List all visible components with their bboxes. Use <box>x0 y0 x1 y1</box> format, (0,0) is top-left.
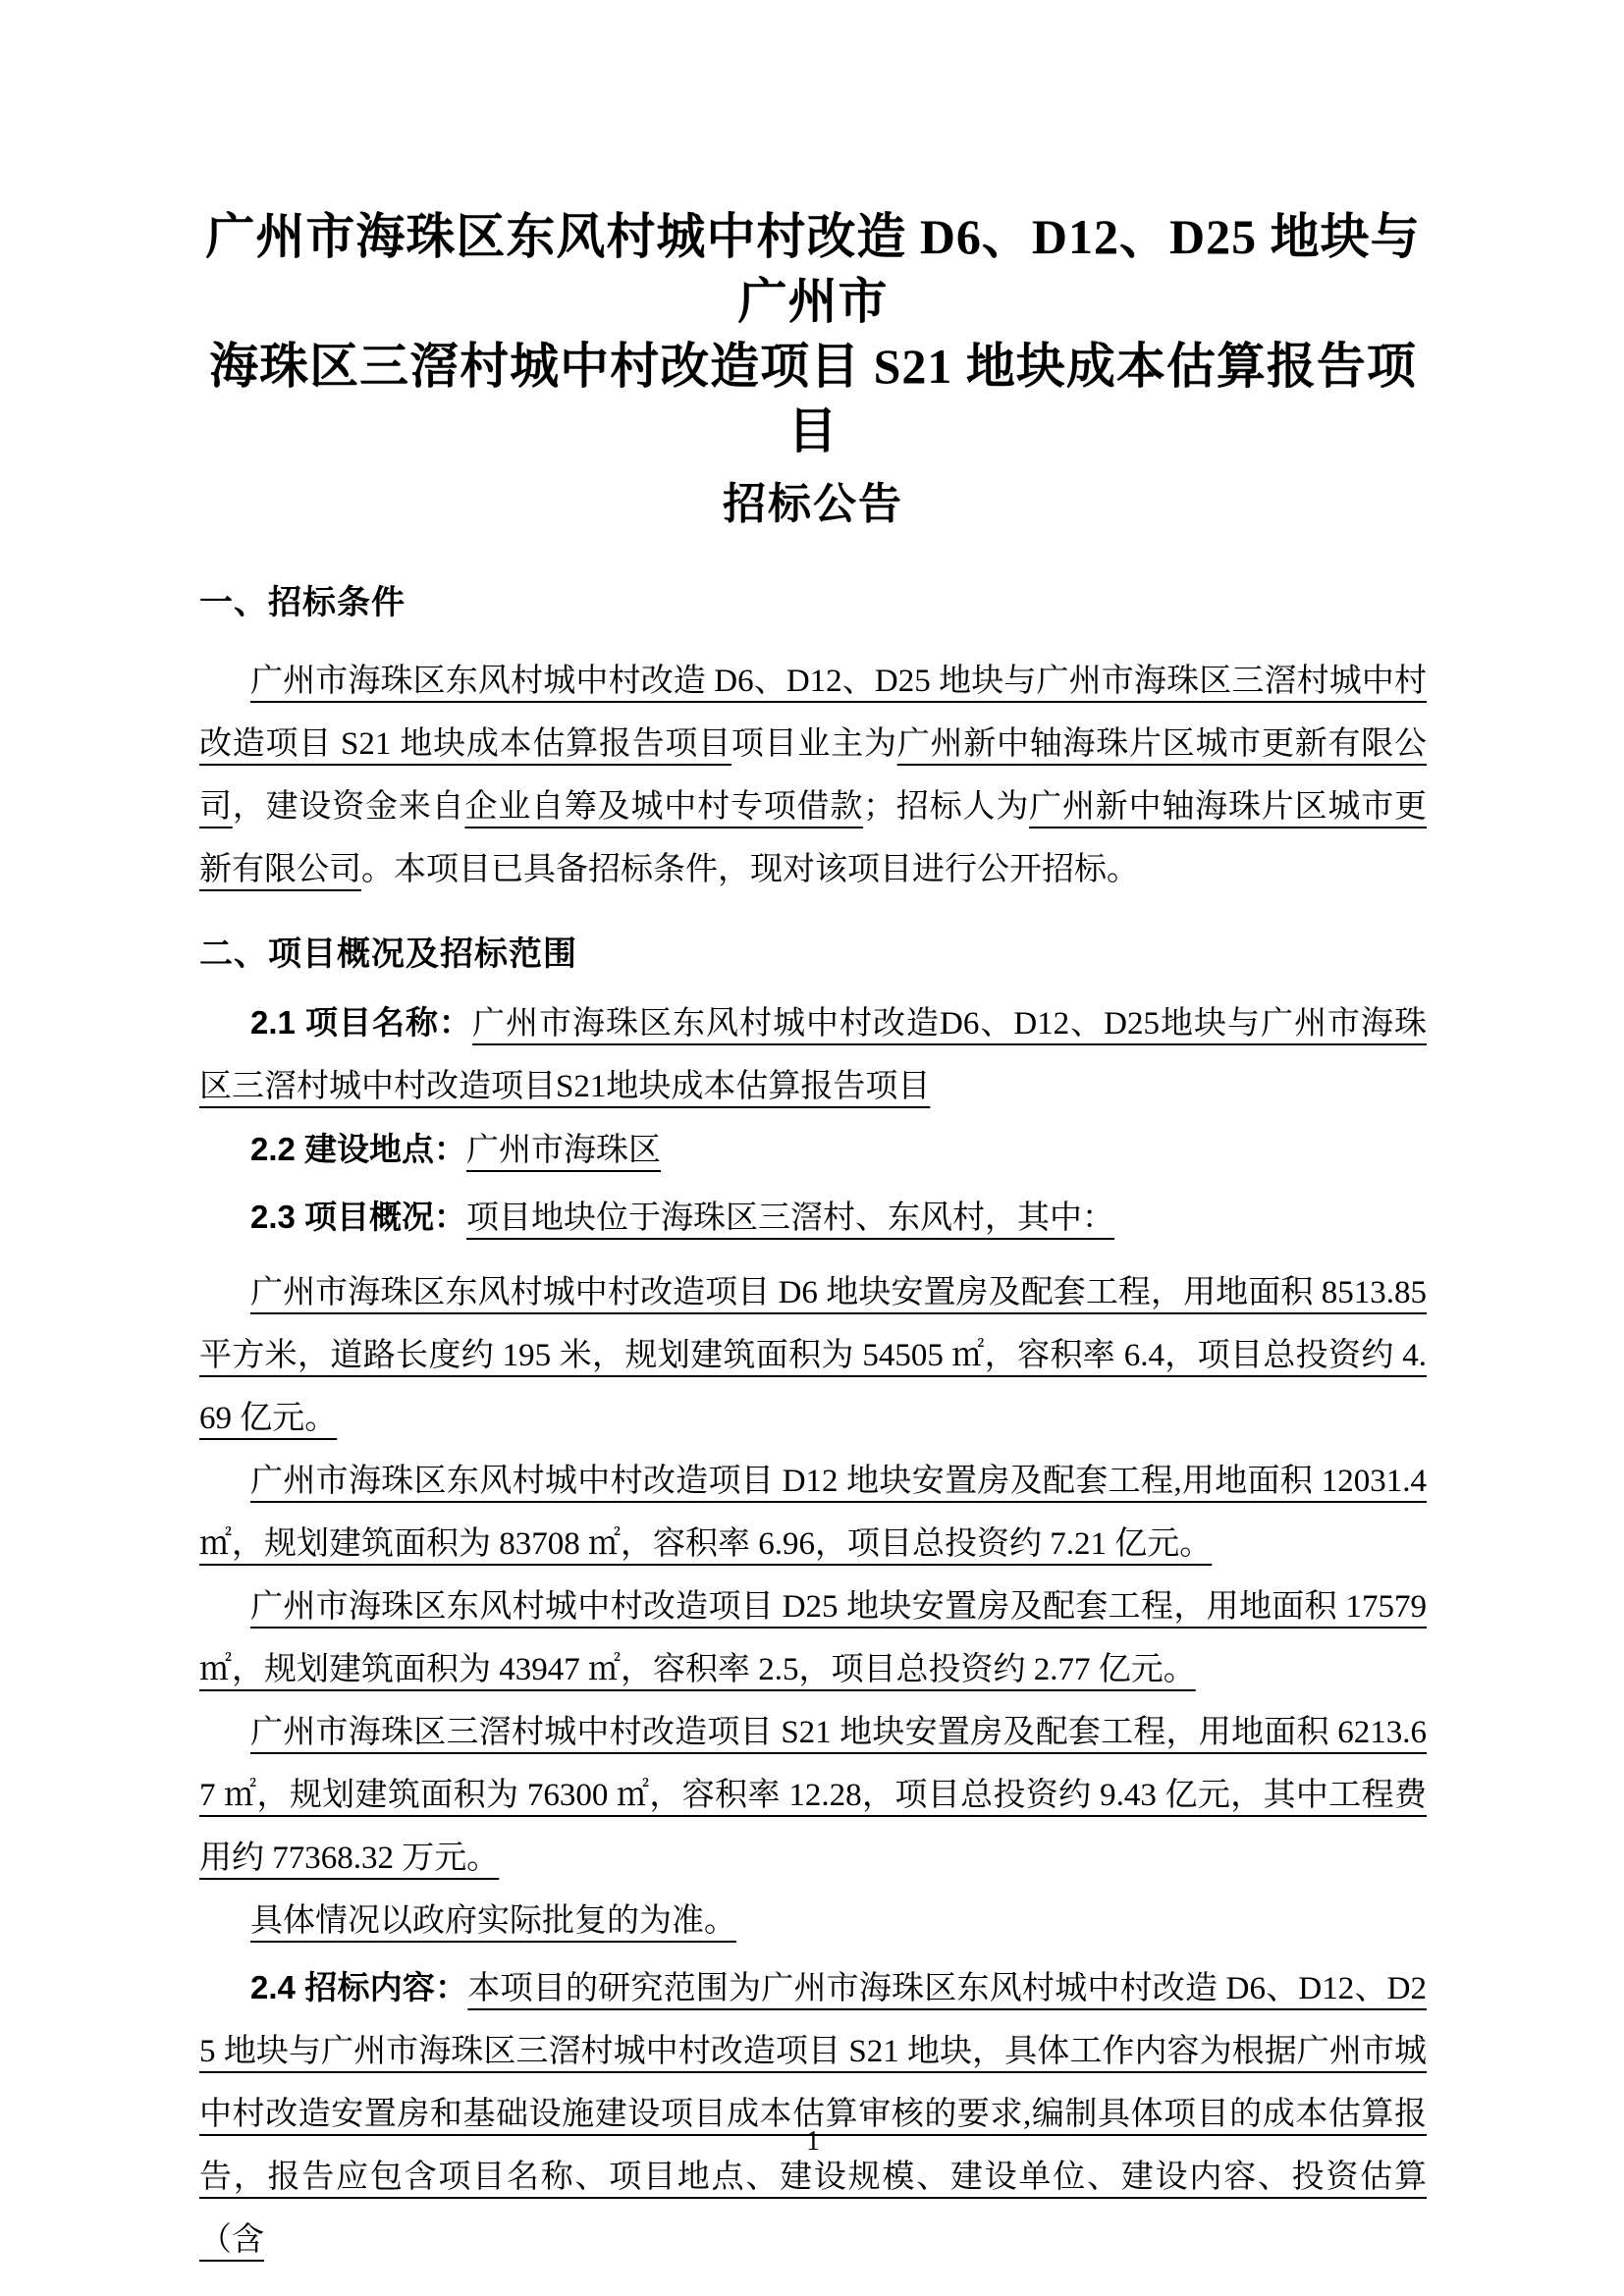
text-run: ，建设资金来自 <box>232 789 465 825</box>
bold-label-run: 2.2 建设地点： <box>250 1131 467 1167</box>
underlined-text-run: 广州市海珠区三滘村城中村改造项目 S21 地块安置房及配套工程，用地面积 6213.67 ㎡，规划建筑面积为 76300 ㎡，容积率 12.28，项目总投资约 9.43 亿元，其中工程费用约 77368.32 万元。 <box>199 1715 1427 1876</box>
paragraph-plot-d25 <box>199 1575 1427 1701</box>
item-2-1-project-name <box>199 991 1427 1118</box>
bold-label-run: 2.3 项目概况： <box>250 1199 467 1235</box>
paragraph-plot-s21 <box>199 1701 1427 1890</box>
underlined-text-run: 具体情况以政府实际批复的为准。 <box>250 1903 736 1939</box>
document-body <box>199 0 1427 2271</box>
underlined-text-run: 广州市海珠区东风村城中村改造项目 D25 地块安置房及配套工程，用地面积 17579 ㎡，规划建筑面积为 43947 ㎡，容积率 2.5，项目总投资约 2.77 亿元。 <box>199 1589 1427 1687</box>
section2-heading: 二、项目概况及招标范围 <box>199 935 577 973</box>
underlined-text-run: 企业自筹及城中村专项借款 <box>464 789 864 825</box>
underlined-text-run: 广州市海珠区东风村城中村改造项目 D6 地块安置房及配套工程，用地面积 8513.85 平方米，道路长度约 195 米，规划建筑面积为 54505 ㎡，容积率 6.4，项目总投资约 4.69 亿元。 <box>199 1275 1427 1436</box>
underlined-text-run: 广州新中轴海珠片区城市更新有限公司 <box>199 789 1428 887</box>
item-2-4-bidding-content <box>199 1956 1427 2271</box>
underlined-text-run: 广州新中轴海珠片区城市更新有限公司 <box>199 726 1428 825</box>
item-2-3-project-overview <box>199 1186 1427 1250</box>
paragraph-plot-d12 <box>199 1450 1427 1575</box>
text-run: ；招标人为 <box>863 789 1030 825</box>
underlined-text-run: 广州市海珠区东风村城中村改造项目 D12 地块安置房及配套工程,用地面积 12031.4 ㎡，规划建筑面积为 83708 ㎡，容积率 6.96，项目总投资约 7.21 亿元。 <box>199 1464 1427 1562</box>
section1-paragraph-bidding-conditions <box>199 650 1427 901</box>
bold-label-run: 2.4 招标内容： <box>250 1969 468 2005</box>
text-run: 。本项目已具备招标条件，现对该项目进行公开招标。 <box>361 852 1139 887</box>
underlined-text-run: 广州市海珠区东风村城中村改造D6、D12、D25地块与广州市海珠区三滘村城中村改造项目S21地块成本估算报告项目 <box>199 1006 1428 1104</box>
item-2-2-construction-site <box>199 1118 1427 1182</box>
document-title-line1: 广州市海珠区东风村城中村改造 D6、D12、D25 地块与广州市 <box>205 209 1421 329</box>
paragraph-plot-d6 <box>199 1261 1427 1450</box>
underlined-text-run: 广州市海珠区东风村城中村改造 D6、D12、D25 地块与广州市海珠区三滘村城中村改造项目 S21 地块成本估算报告项目 <box>199 664 1427 762</box>
document-title-line2: 海珠区三滘村城中村改造项目 S21 地块成本估算报告项目 <box>209 339 1417 458</box>
paragraph-government-approval-note <box>199 1890 1427 1952</box>
page-number: 1 <box>806 2126 820 2157</box>
underlined-text-run: 广州市海珠区 <box>466 1133 662 1168</box>
document-title <box>199 204 1427 463</box>
underlined-text-run: 本项目的研究范围为广州市海珠区东风村城中村改造 D6、D12、D25 地块与广州市海珠区三滘村城中村改造项目 S21 地块，具体工作内容为根据广州市城中村改造安置房和基础设施建设项目成本估算审核的要求,编制具体项目的成本估算报告，报告应包含项目名称、项目地点、建设规模、建设单位、建设内容、投资估算（含 <box>199 1971 1428 2258</box>
text-run: 项目业主为 <box>731 726 897 762</box>
section1-heading: 一、招标条件 <box>199 584 406 621</box>
bold-label-run: 2.1 项目名称： <box>250 1004 473 1041</box>
underlined-text-run: 项目地块位于海珠区三滘村、东风村，其中： <box>466 1201 1115 1236</box>
document-subtitle: 招标公告 <box>723 480 903 528</box>
